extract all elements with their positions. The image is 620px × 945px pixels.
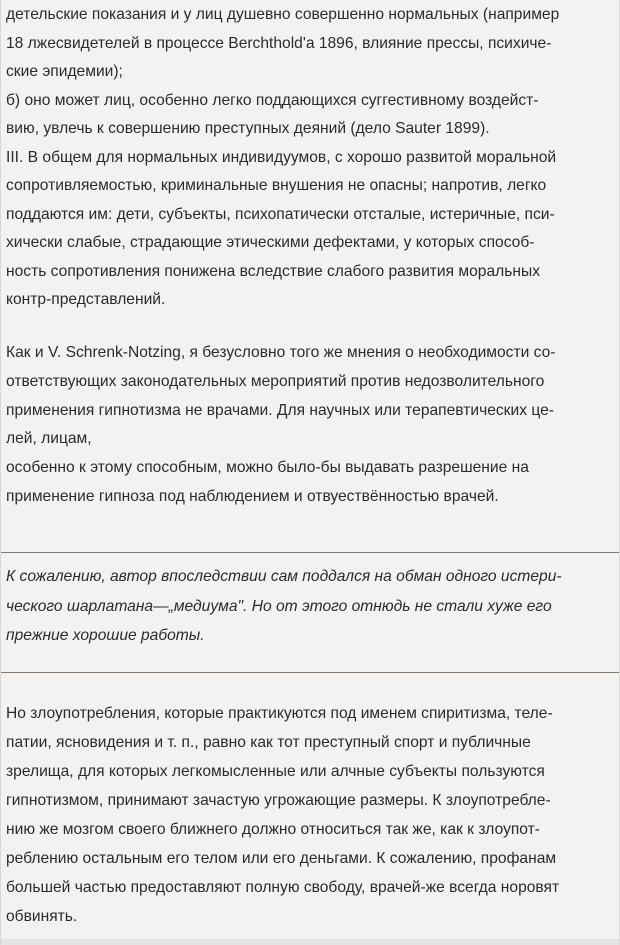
- page-bottom-edge: [1, 939, 619, 945]
- text-line: ность сопротивления понижена вследствие слабого развития моральных: [6, 263, 540, 280]
- footnote-rule-top: [1, 552, 619, 553]
- text-line: патии, ясновидения и т. п., равно как тот преступный спорт и публичные: [6, 734, 531, 751]
- text-line: Но злоупотребления, которые практикуются под именем спиритизма, теле-: [6, 705, 553, 722]
- text-line: применения гипнотизма не врачами. Для научных или терапевтических це-: [6, 402, 554, 419]
- text-line: особенно к этому способным, можно было-бы выдавать разрешение на: [6, 459, 529, 476]
- text-line: контр-представлений.: [6, 291, 166, 308]
- text-line: обвинять.: [6, 908, 78, 925]
- footnote-line: К сожалению, автор впоследствии сам поддался на обман одного истери-: [6, 568, 562, 585]
- text-line: б) оно может лиц, особенно легко поддающихся суггестивному воздейст-: [6, 92, 539, 109]
- text-line: вию, увлечь к совершению преступных деяний (дело Sauter 1899).: [6, 120, 490, 137]
- text-line: большей частью предоставляют полную свободу, врачей-же всегда норовят: [6, 879, 560, 896]
- footnote-rule-bottom: [1, 672, 619, 673]
- text-line: детельские показания и у лиц душевно совершенно нормальных (например: [6, 6, 560, 23]
- text-line: ские эпидемии);: [6, 63, 123, 80]
- text-line: III. В общем для нормальных индивидуумов, с хорошо развитой моральной: [6, 149, 557, 166]
- text-line: Как и V. Schrenk-Notzing, я безусловно того же мнения о необходимости со-: [6, 344, 556, 361]
- footnote-line: прежние хорошие работы.: [6, 627, 205, 644]
- text-line: 18 лжесвидетелей в процессе Berchthold'a 1896, влияние прессы, психиче-: [6, 35, 552, 52]
- text-line: сопротивляемостью, криминальные внушения не опасны; напротив, легко: [6, 177, 547, 194]
- text-line: поддаются им: дети, субъекты, психопатически отсталые, истеричные, пси-: [6, 206, 555, 223]
- text-line: гипнотизмом, принимают зачастую угрожающие размеры. К злоупотребле-: [6, 792, 551, 809]
- text-line: применение гипноза под наблюдением и отвуествённостью врачей.: [6, 488, 499, 505]
- text-line: лей, лицам,: [6, 430, 92, 447]
- text-line: ответствующих законодательных мероприятий против недозволительного: [6, 373, 545, 390]
- text-line: хически слабые, страдающие этическими дефектами, у которых способ-: [6, 234, 535, 251]
- text-line: зрелища, для которых легкомысленные или алчные субъекты пользуются: [6, 763, 545, 780]
- text-line: реблению остальным его телом или его деньгами. К сожалению, профанам: [6, 850, 557, 867]
- text-line: нию же мозгом своего ближнего должно относиться так же, как к злоупот-: [6, 821, 540, 838]
- footnote-line: ческого шарлатана—„медиума". Но от этого отнюдь не стали хуже его: [6, 598, 552, 615]
